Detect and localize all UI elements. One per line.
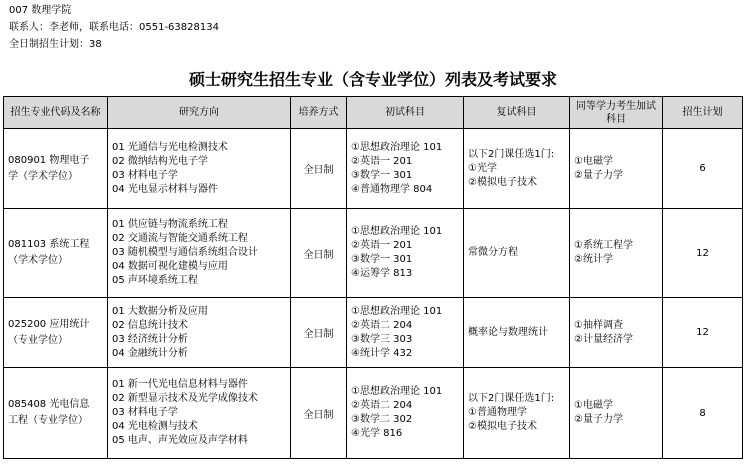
major-cell [4, 209, 108, 298]
quota-cell: 12 [663, 209, 743, 298]
page-title: 硕士研究生招生专业（含专业学位）列表及考试要求 [188, 70, 557, 89]
extra-item: ②计量经济学 [574, 333, 633, 345]
contact-line: 联系人：李老师，联系电话：0551-63828134 [9, 22, 219, 33]
direction-item: 03 材料电子学 [112, 169, 178, 181]
direction-item: 04 数据可视化建模与应用 [112, 261, 228, 272]
mode-cell: 全日制 [291, 298, 347, 368]
retest-item: ①光学 [468, 162, 497, 174]
direction-item: 02 信息统计技术 [112, 319, 188, 331]
direction-item: 04 光电显示材料与器件 [112, 183, 218, 195]
retest-item: 常微分方程 [468, 247, 518, 258]
exam-item: ①思想政治理论 101 [351, 226, 443, 237]
direction-item: 02 微纳结构光电子学 [112, 155, 208, 167]
exam-item: ④普通物理学 804 [351, 183, 433, 195]
exam-item: ①思想政治理论 101 [351, 141, 443, 153]
exam-item: ②英语一 201 [351, 155, 413, 167]
exam-item: ④运筹学 813 [351, 268, 413, 279]
table-header-row [4, 97, 743, 129]
exam-item: ④统计学 432 [351, 347, 413, 359]
extra-item: ①电磁学 [574, 400, 613, 411]
direction-item: 01 新一代光电信息材料与器件 [112, 379, 248, 390]
exam-item: ③数学一 301 [351, 169, 413, 181]
exam-item: ①思想政治理论 101 [351, 386, 443, 397]
quota-cell: 8 [663, 368, 743, 459]
extra-cell [570, 129, 663, 209]
retest-cell [464, 368, 570, 459]
direction-cell [108, 129, 291, 209]
exam-cell [347, 298, 464, 368]
retest-cell [464, 129, 570, 209]
direction-item: 03 材料电子学 [112, 407, 178, 418]
major-cell [4, 298, 108, 368]
major-line: 080901 物理电子 [8, 154, 90, 166]
exam-item: ③数学一 301 [351, 254, 413, 265]
extra-item: ②统计学 [574, 254, 613, 265]
direction-item: 04 金融统计分析 [112, 347, 188, 359]
direction-item: 01 光通信与光电检测技术 [112, 141, 228, 153]
retest-item: ②模拟电子技术 [468, 176, 537, 188]
col-header-mode: 培养方式 [291, 97, 347, 129]
exam-item: ②英语二 204 [351, 400, 413, 411]
table-row [4, 298, 743, 368]
col-header-direction: 研究方向 [108, 97, 291, 129]
extra-item: ①系统工程学 [574, 240, 633, 251]
extra-item: ①抽样调查 [574, 319, 623, 331]
department-line: 007 数理学院 [9, 5, 72, 16]
exam-item: ③数学二 302 [351, 414, 413, 425]
retest-cell [464, 298, 570, 368]
col-header-quota: 招生计划 [663, 97, 743, 129]
major-line: 085408 光电信息 [8, 399, 90, 410]
quota-cell: 6 [663, 129, 743, 209]
direction-cell [108, 209, 291, 298]
major-line: 工程（专业学位） [8, 415, 88, 426]
extra-item: ②量子力学 [574, 169, 623, 181]
mode-cell: 全日制 [291, 368, 347, 459]
table-row [4, 129, 743, 209]
direction-item: 03 随机模型与通信系统组合设计 [112, 247, 258, 258]
extra-cell [570, 209, 663, 298]
direction-cell [108, 298, 291, 368]
retest-item: 以下2门课任选1门: [468, 393, 555, 404]
table-row [4, 209, 743, 298]
major-line: 081103 系统工程 [8, 239, 90, 250]
col-header-extra: 同等学力考生加试科目 [570, 97, 663, 129]
admissions-table [3, 96, 743, 459]
direction-item: 01 大数据分析及应用 [112, 305, 208, 317]
quota-cell: 12 [663, 298, 743, 368]
exam-item: ③数学三 303 [351, 333, 413, 345]
major-line: （学术学位） [8, 255, 68, 266]
extra-cell [570, 368, 663, 459]
direction-item: 02 交通流与智能交通系统工程 [112, 233, 248, 244]
direction-item: 05 声环境系统工程 [112, 275, 198, 286]
direction-cell [108, 368, 291, 459]
direction-item: 03 经济统计分析 [112, 333, 188, 345]
exam-cell [347, 209, 464, 298]
retest-item: ②模拟电子技术 [468, 421, 537, 432]
col-header-exams: 初试科目 [347, 97, 464, 129]
extra-item: ②量子力学 [574, 414, 623, 425]
mode-cell: 全日制 [291, 129, 347, 209]
extra-cell [570, 298, 663, 368]
major-cell [4, 368, 108, 459]
col-header-major: 招生专业代码及名称 [4, 97, 108, 129]
major-line: 025200 应用统计 [8, 318, 90, 330]
major-line: （专业学位） [8, 334, 68, 346]
direction-item: 04 光电检测与技术 [112, 421, 198, 432]
retest-item: 概率论与数理统计 [468, 326, 548, 338]
extra-item: ①电磁学 [574, 155, 613, 167]
exam-item: ①思想政治理论 101 [351, 305, 443, 317]
retest-item: ①普通物理学 [468, 407, 527, 418]
mode-cell: 全日制 [291, 209, 347, 298]
exam-cell [347, 129, 464, 209]
plan-line: 全日制招生计划：38 [9, 39, 102, 50]
direction-item: 01 供应链与物流系统工程 [112, 219, 228, 230]
major-line: 学（学术学位） [8, 170, 78, 182]
direction-item: 02 新型显示技术及光学成像技术 [112, 393, 258, 404]
exam-item: ②英语二 204 [351, 319, 413, 331]
major-cell [4, 129, 108, 209]
direction-item: 05 电声、声光效应及声学材料 [112, 435, 248, 446]
exam-item: ②英语一 201 [351, 240, 413, 251]
table-row [4, 368, 743, 459]
exam-item: ④光学 816 [351, 428, 403, 439]
retest-cell [464, 209, 570, 298]
col-header-retest: 复试科目 [464, 97, 570, 129]
retest-item: 以下2门课任选1门: [468, 148, 555, 160]
exam-cell [347, 368, 464, 459]
